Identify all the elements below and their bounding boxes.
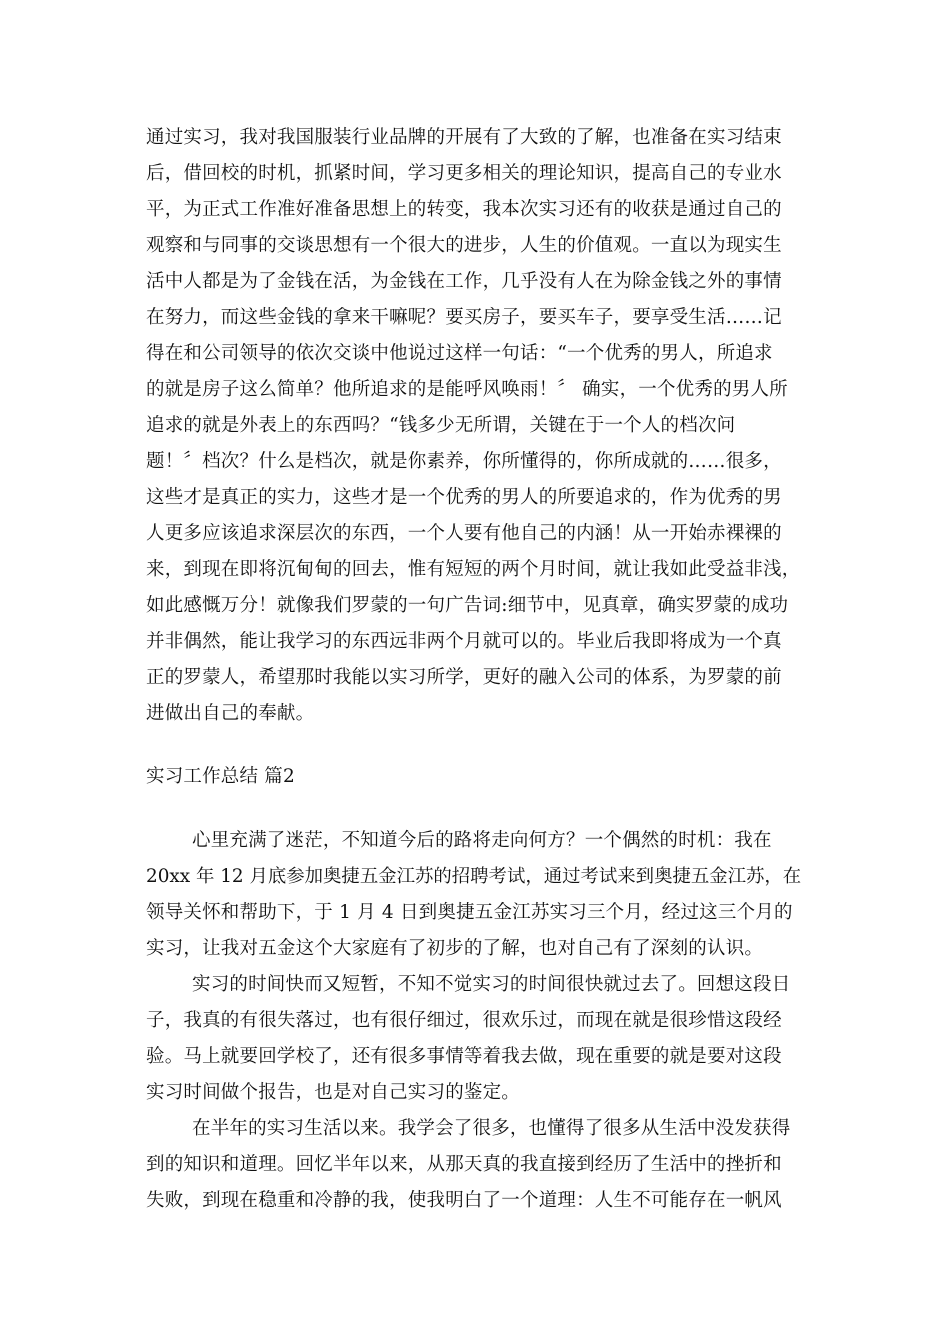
paragraph-line: 到的知识和道理。回忆半年以来，从那天真的我直接到经历了生活中的挫折和: [146, 1154, 782, 1175]
paragraph-line: 心里充满了迷茫，不知道今后的路将走向何方？一个偶然的时机：我在: [192, 830, 772, 851]
paragraph-1-line: 通过实习，我对我国服装行业品牌的开展有了大致的了解，也准备在实习结束: [146, 127, 782, 148]
paragraph-1-line: 平，为正式工作准好准备思想上的转变，我本次实习还有的收获是通过自己的: [146, 199, 782, 220]
section-heading-text: 实习工作总结 篇2: [146, 766, 295, 787]
paragraph-line: 失败，到现在稳重和冷静的我，使我明白了一个道理：人生不可能存在一帆风: [146, 1190, 782, 1211]
paragraph-1-line: 追求的就是外表上的东西吗？“钱多少无所谓，关键在于一个人的档次问: [146, 415, 736, 436]
paragraph-1-line: 进做出自己的奉献。: [146, 703, 315, 724]
paragraph-1-line: 在努力，而这些金钱的拿来干嘛呢？要买房子，要买车子，要享受生活……记: [146, 307, 782, 328]
paragraph-line: 在半年的实习生活以来。我学会了很多，也懂得了很多从生活中没发获得: [192, 1118, 791, 1139]
paragraph-1-line: 后，借回校的时机，抓紧时间，学习更多相关的理论知识，提高自己的专业水: [146, 163, 782, 184]
section-heading: [146, 759, 808, 795]
paragraph-1-line: 得在和公司领导的依次交谈中他说过这样一句话：“一个优秀的男人，所追求: [146, 343, 773, 364]
paragraph-1: [146, 120, 808, 732]
paragraph-1-line: 正的罗蒙人，希望那时我能以实习所学，更好的融入公司的体系，为罗蒙的前: [146, 667, 782, 688]
paragraph-1-line: 活中人都是为了金钱在活，为金钱在工作，几乎没有人在为除金钱之外的事情: [146, 271, 782, 292]
paragraph-1-line: 来，到现在即将沉甸甸的回去，惟有短短的两个月时间，就让我如此受益非浅，: [146, 559, 801, 580]
paragraph-line: 子，我真的有很失落过，也有很仔细过，很欢乐过，而现在就是很珍惜这段经: [146, 1010, 782, 1031]
paragraph-1-line: 人更多应该追求深层次的东西，一个人要有他自己的内涵！从一开始赤裸裸的: [146, 523, 782, 544]
paragraph-line: 实习的时间快而又短暂，不知不觉实习的时间很快就过去了。回想这段日: [192, 974, 791, 995]
paragraph-1-line: 并非偶然，能让我学习的东西远非两个月就可以的。毕业后我即将成为一个真: [146, 631, 782, 652]
paragraph-line: 领导关怀和帮助下，于 1 月 4 日到奥捷五金江苏实习三个月，经过这三个月的: [146, 902, 793, 923]
paragraph-line: 验。马上就要回学校了，还有很多事情等着我去做，现在重要的就是要对这段: [146, 1046, 782, 1067]
section-2-body: [146, 823, 808, 1219]
paragraph-1-line: 观察和与同事的交谈思想有一个很大的进步，人生的价值观。一直以为现实生: [146, 235, 782, 256]
paragraph-1-line: 题！〞档次？什么是档次，就是你素养，你所懂得的，你所成就的……很多，: [146, 451, 782, 472]
paragraph-1-line: 这些才是真正的实力，这些才是一个优秀的男人的所要追求的，作为优秀的男: [146, 487, 782, 508]
paragraph-line: 20xx 年 12 月底参加奥捷五金江苏的招聘考试，通过考试来到奥捷五金江苏，在: [146, 866, 802, 887]
paragraph-1-line: 的就是房子这么简单？他所追求的是能呼风唤雨！〞 确实，一个优秀的男人所: [146, 379, 788, 400]
paragraph-1-line: 如此感慨万分！就像我们罗蒙的一句广告词:细节中，见真章，确实罗蒙的成功: [146, 595, 789, 616]
paragraph-line: 实习，让我对五金这个大家庭有了初步的了解，也对自己有了深刻的认识。: [146, 938, 764, 959]
paragraph-line: 实习时间做个报告，也是对自己实习的鉴定。: [146, 1082, 521, 1103]
